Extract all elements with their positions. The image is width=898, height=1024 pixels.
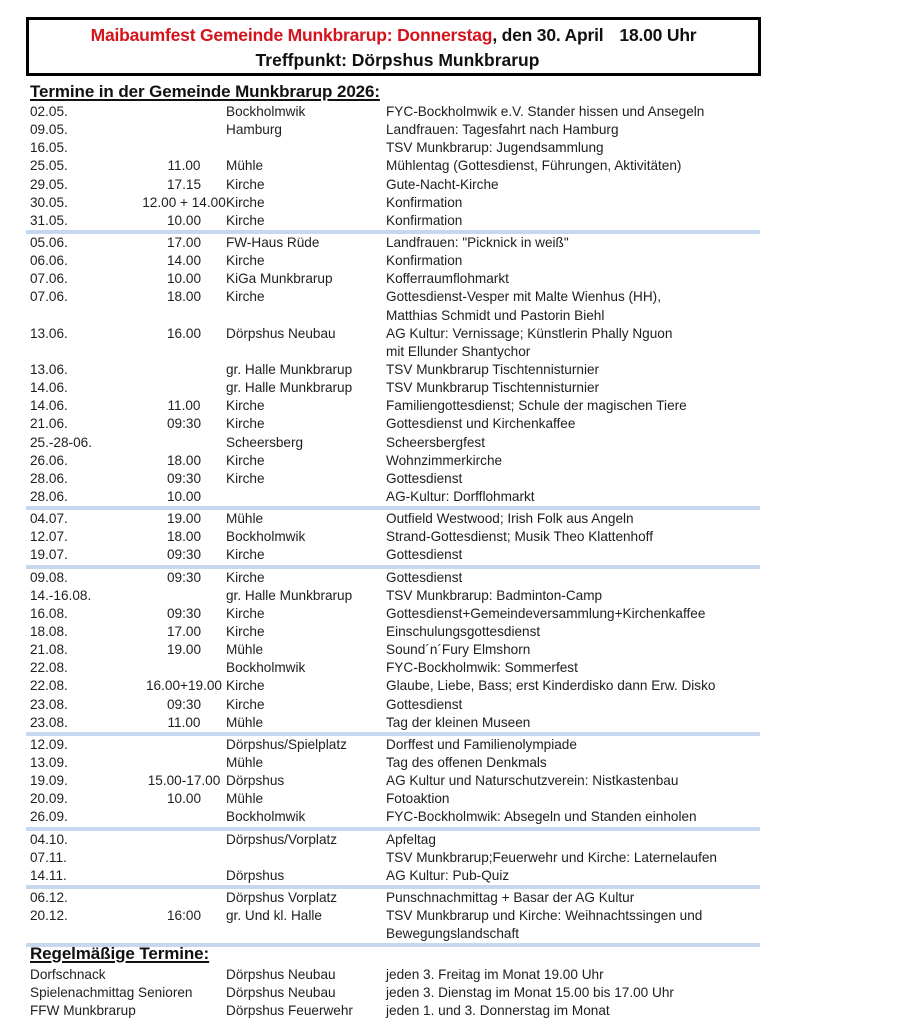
event-date: 02.05.	[30, 104, 68, 119]
event-description	[386, 587, 602, 605]
event-time: 09:30	[166, 569, 202, 585]
event-row	[30, 754, 760, 772]
event-row	[30, 270, 760, 288]
event-row	[30, 623, 760, 641]
event-description-line: Gottesdienst	[386, 696, 463, 712]
event-row	[30, 528, 760, 546]
event-description	[386, 528, 653, 546]
event-date: 16.05.	[30, 140, 68, 156]
event-row	[30, 736, 760, 754]
event-location: KiGa Munkbrarup	[226, 271, 333, 287]
banner-meeting-point: Treffpunkt: Dörpshus Munkbrarup	[255, 50, 540, 70]
event-description	[386, 546, 462, 564]
event-description	[386, 623, 540, 641]
event-description	[386, 103, 704, 121]
event-time: 10.00	[166, 791, 202, 807]
event-group	[30, 510, 760, 564]
event-row	[30, 234, 760, 252]
event-description	[386, 605, 705, 623]
event-row	[30, 867, 760, 885]
event-location: Scheersberg	[226, 434, 304, 450]
regular-event-name: Spielenachmittag Senioren	[30, 985, 193, 1000]
event-location: Kirche	[226, 569, 265, 585]
event-location: Kirche	[226, 398, 265, 414]
event-group	[30, 569, 760, 732]
event-location: Kirche	[226, 452, 265, 468]
event-date: 21.06.	[30, 416, 68, 432]
event-row	[30, 176, 760, 194]
event-row	[30, 907, 760, 943]
event-time: 09:30	[166, 416, 202, 432]
event-location: Kirche	[226, 289, 265, 305]
event-description-line: Gottesdienst-Vesper mit Malte Wienhus (HH),	[386, 289, 661, 305]
event-location: Mühle	[226, 754, 264, 770]
event-date: 26.06.	[30, 452, 68, 468]
event-description	[386, 808, 697, 826]
event-description	[386, 194, 462, 212]
event-location: Dörpshus/Vorplatz	[226, 831, 338, 847]
event-description-line: TSV Munkbrarup Tischtennisturnier	[386, 362, 600, 377]
event-description-line: Sound´n´Fury Elmshorn	[386, 642, 531, 658]
event-date: 07.11.	[30, 849, 67, 865]
event-description	[386, 234, 569, 252]
event-date: 22.08.	[30, 678, 68, 694]
event-location: Bockholmwik	[226, 660, 306, 676]
event-location: Bockholmwik	[226, 104, 306, 119]
event-row	[30, 157, 760, 175]
event-description-line: Landfrauen: "Picknick in weiß"	[386, 234, 569, 250]
event-row	[30, 212, 760, 230]
event-time: 18.00	[166, 529, 202, 545]
event-location: gr. Halle Munkbrarup	[226, 362, 353, 377]
event-time: 17.00	[166, 234, 202, 250]
event-description-line: Gottesdienst und Kirchenkaffee	[386, 416, 576, 432]
event-location: Kirche	[226, 547, 265, 563]
event-description	[386, 714, 530, 732]
event-location: Kirche	[226, 696, 265, 712]
event-row	[30, 379, 760, 397]
event-description	[386, 139, 604, 157]
events-heading: Termine in der Gemeinde Munkbrarup 2026:	[30, 82, 380, 101]
event-date: 07.06.	[30, 271, 68, 287]
event-row	[30, 772, 760, 790]
event-row	[30, 790, 760, 808]
event-date: 28.06.	[30, 488, 68, 504]
event-description	[386, 470, 462, 488]
event-row	[30, 488, 760, 506]
event-date: 13.06.	[30, 325, 68, 341]
event-location: gr. Und kl. Halle	[226, 908, 322, 924]
event-time: 17.00	[166, 623, 202, 639]
event-date: 13.09.	[30, 754, 68, 770]
event-location: Dörpshus	[226, 867, 285, 883]
event-description-line: Mühlentag (Gottesdienst, Führungen, Aktivitäten)	[386, 158, 682, 174]
event-description-line: Glaube, Liebe, Bass; erst Kinderdisko dann Erw. Disko	[386, 678, 716, 694]
event-description-line: Gute-Nacht-Kirche	[386, 176, 499, 192]
event-description	[386, 569, 462, 587]
banner-title-date: , den 30. April	[492, 25, 604, 45]
event-description	[386, 867, 509, 885]
event-location: Mühle	[226, 714, 264, 730]
regular-events-heading: Regelmäßige Termine:	[30, 944, 210, 963]
event-description-line: Konfirmation	[386, 212, 463, 228]
event-location: Bockholmwik	[226, 529, 306, 545]
event-description	[386, 397, 687, 415]
event-description	[386, 452, 502, 470]
event-date: 28.06.	[30, 470, 68, 486]
event-location: Dörpshus	[226, 773, 285, 789]
event-row	[30, 415, 760, 433]
event-location: Kirche	[226, 194, 265, 210]
regular-events-table	[30, 966, 760, 1020]
event-date: 26.09.	[30, 809, 68, 825]
event-row	[30, 194, 760, 212]
event-description-line: Scheersbergfest	[386, 434, 485, 450]
event-description	[386, 361, 599, 379]
event-location: Dörpshus Neubau	[226, 325, 336, 341]
event-description-line: AG Kultur und Naturschutzverein: Nistkastenbau	[386, 773, 679, 789]
event-description	[386, 736, 577, 754]
event-location: Mühle	[226, 158, 264, 174]
event-time: 16.00+19.00	[146, 678, 222, 694]
event-date: 25.05.	[30, 158, 68, 174]
event-date: 20.12.	[30, 908, 68, 924]
event-date: 06.12.	[30, 889, 68, 905]
event-description-line: Landfrauen: Tagesfahrt nach Hamburg	[386, 122, 619, 138]
event-description-line: TSV Munkbrarup: Badminton-Camp	[386, 587, 603, 603]
event-row	[30, 288, 760, 324]
event-description-line: FYC-Bockholmwik e.V. Stander hissen und Ansegeln	[386, 104, 705, 119]
event-description-line: Outfield Westwood; Irish Folk aus Angeln	[386, 511, 634, 527]
event-description-line: Strand-Gottesdienst; Musik Theo Klattenhoff	[386, 529, 653, 545]
event-time: 18.00	[166, 289, 202, 305]
event-row	[30, 434, 760, 452]
event-location: Bockholmwik	[226, 809, 306, 825]
event-description-continuation: mit Ellunder Shantychor	[386, 343, 531, 359]
event-time: 09:30	[166, 470, 202, 486]
event-location: gr. Halle Munkbrarup	[226, 587, 353, 603]
event-description	[386, 379, 599, 397]
event-description-line: TSV Munkbrarup: Jugendsammlung	[386, 140, 604, 156]
event-description	[386, 831, 436, 849]
event-description	[386, 252, 462, 270]
event-location: Kirche	[226, 623, 265, 639]
event-time: 10.00	[166, 212, 202, 228]
event-time: 19.00	[166, 511, 202, 527]
event-description	[386, 849, 717, 867]
event-description-line: AG-Kultur: Dorfflohmarkt	[386, 488, 535, 504]
event-location: FW-Haus Rüde	[226, 234, 320, 250]
event-description	[386, 325, 672, 361]
event-row	[30, 139, 760, 157]
event-row	[30, 849, 760, 867]
event-time: 18.00	[166, 452, 202, 468]
regular-event-row	[30, 1002, 760, 1020]
regular-event-row	[30, 966, 760, 984]
event-location: Mühle	[226, 642, 264, 658]
event-group	[30, 736, 760, 827]
event-description	[386, 415, 575, 433]
event-row	[30, 569, 760, 587]
event-description	[386, 677, 715, 695]
event-location: Kirche	[226, 212, 265, 228]
event-row	[30, 452, 760, 470]
event-date: 31.05.	[30, 212, 68, 228]
event-time: 16.00	[166, 325, 202, 341]
event-description-line: TSV Munkbrarup Tischtennisturnier	[386, 380, 600, 396]
event-date: 30.05.	[30, 194, 68, 210]
event-time: 12.00 + 14.00	[142, 194, 226, 210]
event-location: Mühle	[226, 791, 264, 807]
event-description-line: Gottesdienst+Gemeindeversammlung+Kirchenkaffee	[386, 605, 706, 621]
event-row	[30, 889, 760, 907]
event-description-line: Tag der kleinen Museen	[386, 714, 531, 730]
event-time: 09:30	[166, 547, 202, 563]
announcement-banner	[26, 17, 761, 76]
event-date: 05.06.	[30, 234, 68, 250]
regular-event-name: FFW Munkbrarup	[30, 1003, 136, 1018]
event-location: Kirche	[226, 253, 265, 269]
event-date: 09.08.	[30, 569, 68, 585]
event-date: 18.08.	[30, 623, 68, 639]
event-date: 25.-28-06.	[30, 434, 92, 450]
regular-event-schedule: jeden 1. und 3. Donnerstag im Monat	[386, 1003, 610, 1018]
event-description-line: TSV Munkbrarup und Kirche: Weihnachtssingen und	[386, 908, 703, 924]
event-date: 23.08.	[30, 714, 68, 730]
event-location: Kirche	[226, 678, 265, 694]
regular-event-name: Dorfschnack	[30, 967, 106, 982]
event-date: 19.09.	[30, 773, 68, 789]
event-time: 11.00	[167, 158, 201, 174]
event-time: 09:30	[166, 605, 202, 621]
event-description-line: Konfirmation	[386, 194, 463, 210]
event-description-line: Gottesdienst	[386, 569, 463, 585]
event-description-continuation: Bewegungslandschaft	[386, 926, 520, 942]
event-description	[386, 889, 634, 907]
event-description	[386, 212, 462, 230]
event-description	[386, 121, 619, 139]
event-description-line: Wohnzimmerkirche	[386, 452, 503, 468]
event-description-line: Punschnachmittag + Basar der AG Kultur	[386, 889, 635, 905]
event-description	[386, 696, 462, 714]
event-row	[30, 510, 760, 528]
event-location: Dörpshus Vorplatz	[226, 889, 338, 905]
event-description-line: Tag des offenen Denkmals	[386, 754, 547, 770]
event-date: 14.11.	[30, 867, 67, 883]
event-location: Mühle	[226, 511, 264, 527]
event-description	[386, 790, 449, 808]
event-date: 20.09.	[30, 791, 68, 807]
event-row	[30, 361, 760, 379]
event-group	[30, 234, 760, 506]
event-description	[386, 176, 499, 194]
event-description-line: Einschulungsgottesdienst	[386, 623, 541, 639]
event-description-line: AG Kultur: Vernissage; Künstlerin Phally Nguon	[386, 325, 673, 341]
event-description	[386, 270, 509, 288]
event-description	[386, 510, 634, 528]
event-date: 22.08.	[30, 660, 68, 676]
event-date: 29.05.	[30, 176, 68, 192]
event-description	[386, 907, 702, 943]
regular-event-row	[30, 984, 760, 1002]
event-time: 11.00	[167, 398, 201, 414]
events-table	[30, 103, 760, 947]
event-date: 14.-16.08.	[30, 587, 92, 603]
event-date: 09.05.	[30, 122, 68, 138]
event-description	[386, 772, 678, 790]
event-row	[30, 714, 760, 732]
event-row	[30, 808, 760, 826]
event-location: Kirche	[226, 176, 265, 192]
event-row	[30, 659, 760, 677]
event-location: Dörpshus/Spielplatz	[226, 736, 347, 752]
event-row	[30, 696, 760, 714]
event-date: 12.09.	[30, 736, 68, 752]
event-time: 09:30	[166, 696, 202, 712]
event-row	[30, 397, 760, 415]
event-description-line: Dorffest und Familienolympiade	[386, 736, 577, 752]
event-location: Kirche	[226, 470, 265, 486]
event-group	[30, 831, 760, 885]
regular-event-schedule: jeden 3. Freitag im Monat 19.00 Uhr	[386, 967, 604, 982]
event-row	[30, 103, 760, 121]
event-description-line: AG Kultur: Pub-Quiz	[386, 867, 510, 883]
event-row	[30, 641, 760, 659]
regular-event-location: Dörpshus Feuerwehr	[226, 1003, 353, 1018]
event-row	[30, 587, 760, 605]
banner-title	[29, 25, 758, 46]
event-row	[30, 121, 760, 139]
event-description	[386, 754, 547, 772]
event-date: 04.10.	[30, 831, 68, 847]
event-date: 21.08.	[30, 642, 68, 658]
event-row	[30, 325, 760, 361]
event-description	[386, 641, 530, 659]
event-row	[30, 546, 760, 564]
event-date: 19.07.	[30, 547, 68, 563]
event-date: 14.06.	[30, 380, 68, 396]
event-time: 17.15	[166, 176, 202, 192]
event-time: 14.00	[166, 253, 202, 269]
event-time: 10.00	[166, 488, 202, 504]
event-description	[386, 434, 485, 452]
event-description-line: Apfeltag	[386, 831, 436, 847]
event-time: 11.00	[167, 714, 201, 730]
event-description-line: Kofferraumflohmarkt	[386, 271, 509, 287]
event-description-line: Familiengottesdienst; Schule der magischen Tiere	[386, 398, 687, 414]
event-time: 10.00	[166, 271, 202, 287]
event-row	[30, 605, 760, 623]
event-description-line: FYC-Bockholmwik: Absegeln und Standen einholen	[386, 809, 697, 825]
event-date: 04.07.	[30, 511, 68, 527]
event-description-line: FYC-Bockholmwik: Sommerfest	[386, 660, 578, 676]
regular-event-schedule: jeden 3. Dienstag im Monat 15.00 bis 17.00 Uhr	[386, 985, 674, 1000]
event-description	[386, 288, 661, 324]
event-description-line: Fotoaktion	[386, 791, 450, 807]
event-location: Kirche	[226, 416, 265, 432]
event-time: 15.00-17.00	[147, 773, 221, 789]
event-time: 19.00	[166, 642, 202, 658]
event-date: 16.08.	[30, 605, 68, 621]
event-description	[386, 488, 535, 506]
event-row	[30, 252, 760, 270]
regular-event-location: Dörpshus Neubau	[226, 967, 336, 982]
event-date: 06.06.	[30, 253, 68, 269]
event-row	[30, 470, 760, 488]
event-description-continuation: Matthias Schmidt und Pastorin Biehl	[386, 307, 605, 323]
event-location: Hamburg	[226, 122, 282, 138]
event-row	[30, 831, 760, 849]
event-location: gr. Halle Munkbrarup	[226, 380, 353, 396]
event-description-line: TSV Munkbrarup;Feuerwehr und Kirche: Laternelaufen	[386, 849, 717, 865]
event-group	[30, 889, 760, 943]
event-description-line: Gottesdienst	[386, 547, 463, 563]
event-description	[386, 659, 578, 677]
event-date: 14.06.	[30, 398, 68, 414]
event-description	[386, 157, 681, 175]
event-date: 23.08.	[30, 696, 68, 712]
event-description-line: Gottesdienst	[386, 470, 463, 486]
event-time: 16:00	[166, 908, 202, 924]
event-date: 12.07.	[30, 529, 68, 545]
event-description-line: Konfirmation	[386, 253, 463, 269]
event-location: Kirche	[226, 605, 265, 621]
event-group	[30, 103, 760, 230]
regular-event-location: Dörpshus Neubau	[226, 985, 336, 1000]
banner-title-highlight: Maibaumfest Gemeinde Munkbrarup: Donnerstag	[90, 25, 493, 45]
event-date: 07.06.	[30, 289, 68, 305]
event-date: 13.06.	[30, 362, 68, 377]
event-row	[30, 677, 760, 695]
banner-title-time: 18.00 Uhr	[619, 25, 697, 45]
